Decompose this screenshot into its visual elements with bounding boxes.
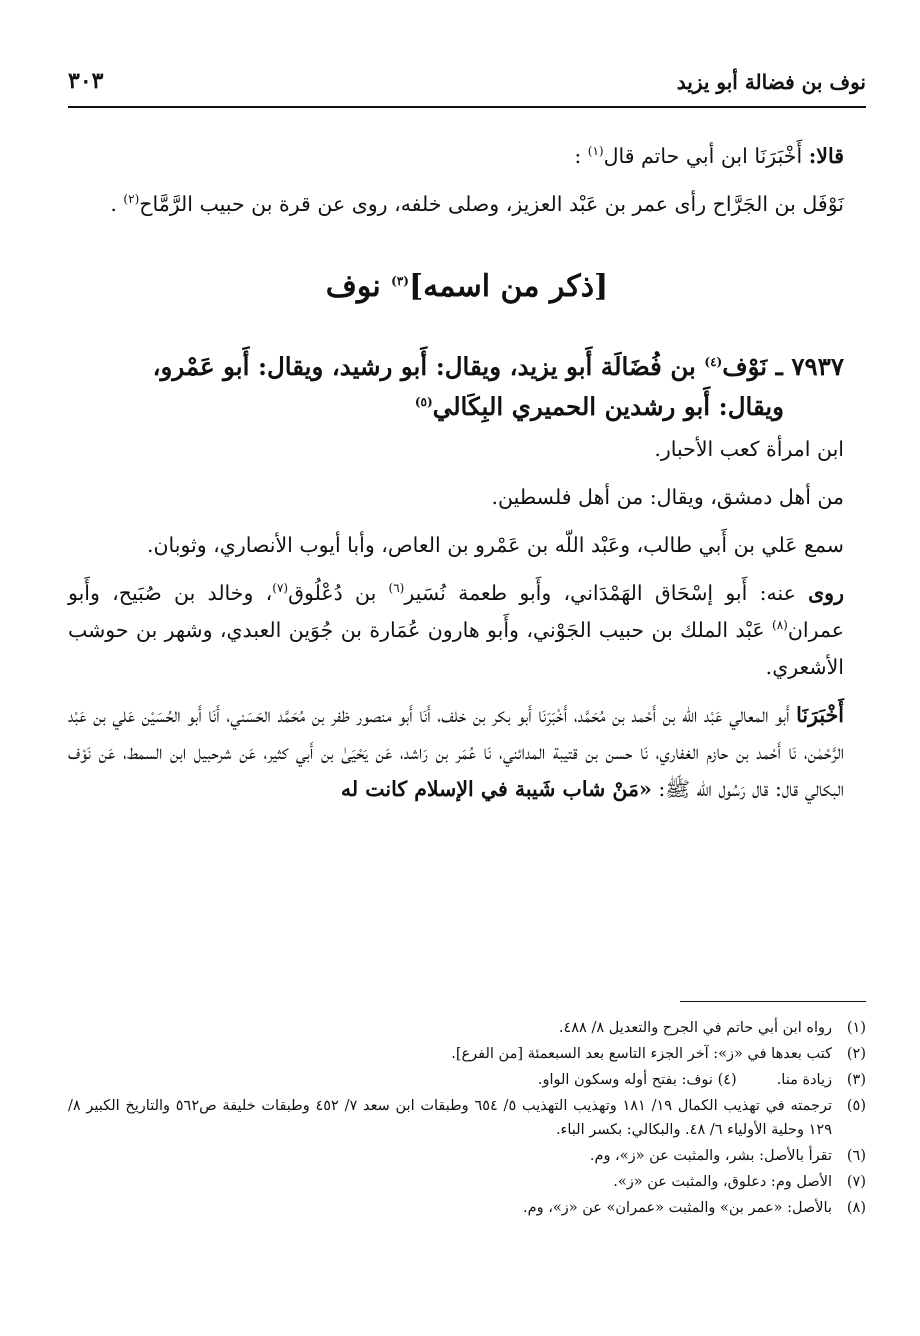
footnote: (٨) بالأصل: «عمر بن» والمثبت «عمران» عن «ز»، وم.	[523, 1200, 866, 1216]
section-heading: [ذكر من اسمه]$^{(٣)}$ نوف	[325, 269, 609, 304]
paragraph-isnad: أَخْبَرَنَا أَبو المعالي عَبْد اللّه بن أَحْمد بن مُحَمَّد، أَخْبَرَنَا أَبو بكر بن خلف، أَنَا أَبو منصور ظفر بن مُحَمَّد الحَسَني، أَنَا أَبو الحُسَيْن عَلي بن عَبْد الرَّحْمٰن، نَا أَحْمد بن حازم الغفاري، نَا حسن بن قتيبة المدائني، نَا عُمَر بن رَاشد، عَن يَحْيَىٰ بن أَبي كثير، عَن شرحبيل ابن السمط، عَن نَوْف البكالي قال: قال رَسُول اللّه ﷺ: «مَنْ شاب شَيبة في الإسلام كانت له	[68, 703, 844, 801]
footnote: (٦) تقرأ بالأصل: بشر، والمثبت عن «ز»، وم.	[589, 1148, 866, 1164]
book-page	[68, 0, 866, 1336]
footnote: (٧) الأصل وم: دعلوق، والمثبت عن «ز».	[613, 1174, 866, 1190]
paragraph-narrators: روى عنه: أَبو إسْحَاق الهَمْدَاني، وأَبو طعمة نُسَير$^{(٦)}$ بن دُعْلُوق$^{(٧)}$، وخالد بن صُبَيح، وأَبو عمران$^{(٨)}$ عَبْد الملك بن حبيب الجَوْني، وأَبو هارون عُمَارة بن جُوَين العبدي، وشهر بن حوشب الأشعري.	[68, 581, 844, 679]
footnote: (٢) كتب بعدها في «ز»: آخر الجزء التاسع بعد السبعمئة [من الفرع].	[451, 1046, 866, 1062]
footnote-ref: (٤)	[704, 354, 723, 369]
footnote-divider	[680, 1001, 866, 1002]
running-header	[68, 64, 866, 104]
footnote-ref: (٢)	[123, 192, 140, 207]
header-divider	[68, 106, 866, 108]
header-title: نوف بن فضالة أبو يزيد	[676, 70, 866, 94]
footnote-ref: (٦)	[388, 581, 405, 596]
footnote-ref: (١)	[587, 144, 604, 159]
footnote: (١) رواه ابن أبي حاتم في الجرح والتعديل ٨/ ٤٨٨.	[558, 1020, 866, 1036]
entry-heading: ٧٩٣٧ ـ نَوْف$^{(٤)}$ بن فُضَالَة أَبو يزيد، ويقال: أَبو رشيد، ويقال: أَبو عَمْرو، ويقال: أَبو رشدين الحميري البِكَالي$^{(٥)}$	[152, 352, 844, 421]
footnotes	[68, 1016, 866, 1222]
paragraph-kab: ابن امرأة كعب الأحبار.	[654, 437, 844, 461]
paragraph-origin: من أهل دمشق، ويقال: من أهل فلسطين.	[491, 485, 844, 509]
footnote: (٣) زيادة منا.(٤) نوف: بفتح أوله وسكون الواو.	[537, 1072, 866, 1088]
footnote-ref: (٣)	[391, 274, 409, 288]
footnote-ref: (٥)	[414, 394, 433, 409]
footnote-ref: (٨)	[772, 618, 788, 633]
page-number: ٣٠٣	[68, 68, 104, 94]
paragraph-heard-from: سمع عَلي بن أَبي طالب، وعَبْد اللّه بن عَمْرو بن العاص، وأبا أيوب الأنصاري، وثوبان.	[146, 533, 844, 557]
footnote-ref: (٧)	[272, 581, 289, 596]
body-text	[68, 138, 866, 819]
paragraph-nawfal: نَوْفَل بن الجَرَّاح رأى عمر بن عَبْد العزيز، وصلى خلفه، روى عن قرة بن حبيب الرَّمَّاح$^{(٢)}$ .	[110, 192, 844, 216]
paragraph-qala: قالا: أَخْبَرَنَا ابن أبي حاتم قال$^{(١)}$ :	[574, 144, 844, 168]
footnote: (٥) ترجمته في تهذيب الكمال ١٩/ ١٨١ وتهذيب التهذيب ٥/ ٦٥٤ وطبقات ابن سعد ٧/ ٤٥٢ وطبقات خليفة ص٥٦٢ والتاريخ الكبير ٨/ ١٢٩ وحلية الأولياء ٦/ ٤٨. والبكالي: بكسر الباء.	[68, 1098, 866, 1138]
